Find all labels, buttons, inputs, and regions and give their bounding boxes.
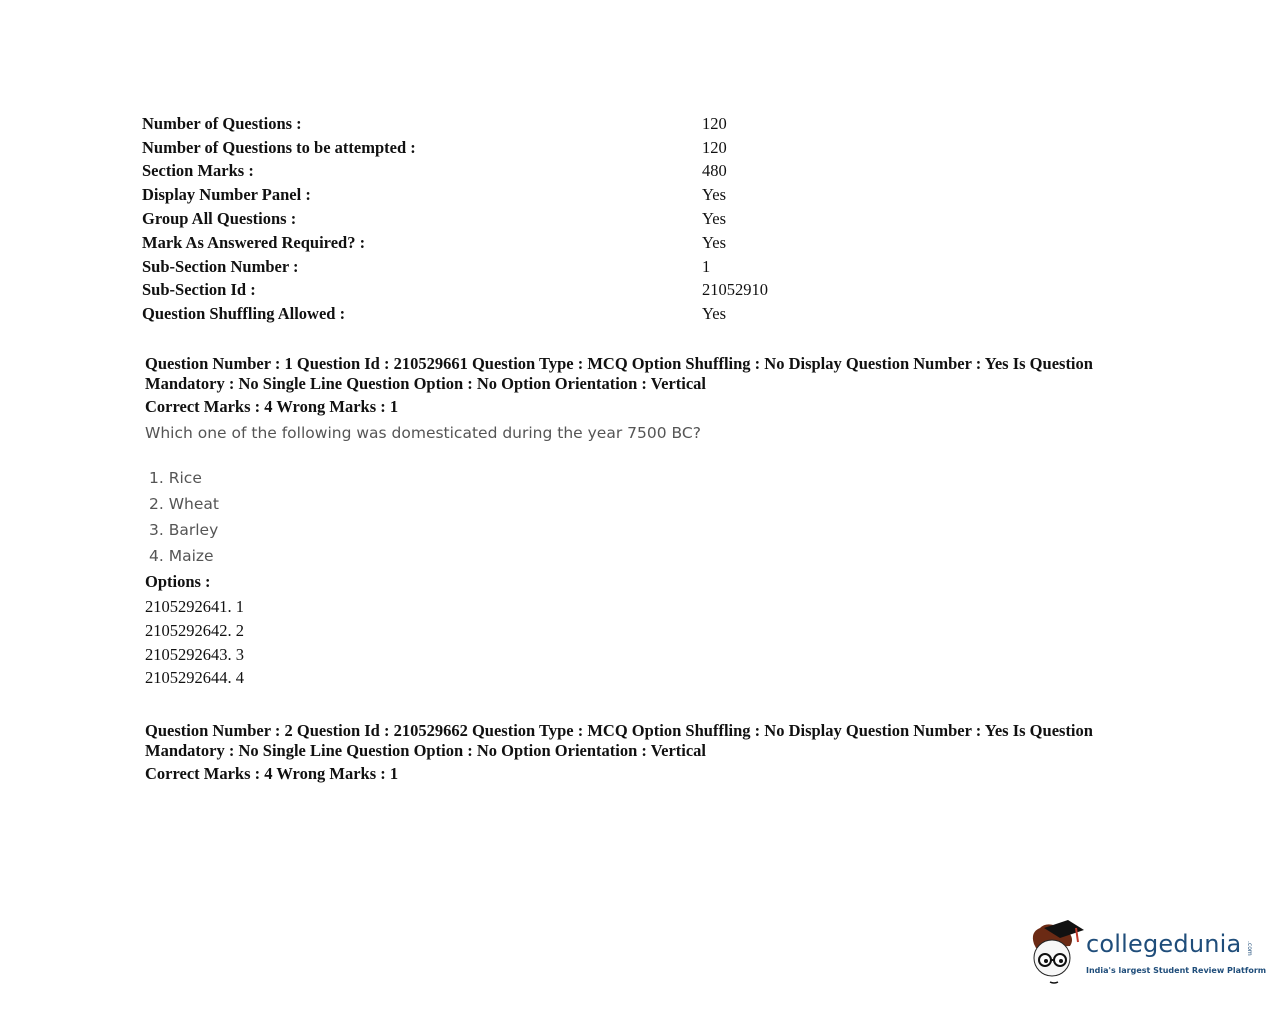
option-item: 2105292643. 3	[145, 644, 244, 664]
question-1-block	[145, 354, 1155, 690]
option-item: 2105292642. 2	[145, 620, 244, 640]
question-header: Question Number : 1 Question Id : 210529661 Question Type : MCQ Option Shuffling : No Display Question Number : Yes Is Question Mandatory : No Single Line Question Option : No Option Orientation : Vertical	[145, 354, 1093, 393]
question-marks: Correct Marks : 4 Wrong Marks : 1	[145, 397, 399, 416]
section-meta-table	[142, 112, 768, 326]
choice-item: 2. Wheat	[149, 495, 219, 513]
logo-wordmark: collegedunia	[1086, 930, 1242, 958]
meta-value: 480	[702, 161, 727, 181]
meta-row	[142, 112, 768, 136]
question-choices	[145, 465, 1155, 569]
choice-item: 1. Rice	[149, 469, 202, 487]
meta-row	[142, 207, 768, 231]
meta-row	[142, 302, 768, 326]
meta-row	[142, 255, 768, 279]
meta-row	[142, 279, 768, 303]
meta-row	[142, 160, 768, 184]
meta-label: Section Marks :	[142, 161, 254, 181]
options-label: Options :	[145, 572, 211, 591]
collegedunia-logo	[1024, 918, 1267, 988]
meta-row	[142, 183, 768, 207]
meta-value: Yes	[702, 209, 727, 229]
meta-value: 21052910	[702, 280, 768, 300]
meta-label: Number of Questions :	[142, 113, 302, 133]
meta-label: Mark As Answered Required? :	[142, 232, 366, 252]
option-item: 2105292644. 4	[145, 668, 244, 688]
option-item: 2105292641. 1	[145, 597, 244, 616]
meta-label: Group All Questions :	[142, 209, 297, 229]
mascot-icon	[1024, 918, 1086, 986]
meta-row	[142, 136, 768, 160]
meta-label: Number of Questions to be attempted :	[142, 137, 416, 157]
meta-value: 120	[702, 137, 727, 157]
meta-label: Sub-Section Number :	[142, 256, 299, 276]
logo-suffix: .com	[1246, 941, 1253, 956]
question-marks: Correct Marks : 4 Wrong Marks : 1	[145, 764, 399, 783]
meta-value: Yes	[702, 232, 727, 252]
question-text: Which one of the following was domesticated during the year 7500 BC?	[145, 424, 701, 442]
meta-value: 120	[702, 113, 727, 133]
meta-value: Yes	[702, 304, 727, 324]
meta-label: Sub-Section Id :	[142, 280, 256, 300]
meta-label: Display Number Panel :	[142, 185, 311, 205]
logo-tagline: India's largest Student Review Platform	[1086, 966, 1267, 975]
choice-item: 3. Barley	[149, 521, 219, 539]
question-2-block	[145, 721, 1155, 784]
question-header: Question Number : 2 Question Id : 210529662 Question Type : MCQ Option Shuffling : No Display Question Number : Yes Is Question Mandatory : No Single Line Question Option : No Option Orientation : Vertical	[145, 721, 1093, 760]
meta-value: 1	[702, 256, 711, 276]
choice-item: 4. Maize	[149, 547, 214, 565]
meta-label: Question Shuffling Allowed :	[142, 304, 346, 324]
meta-value: Yes	[702, 185, 727, 205]
meta-row	[142, 231, 768, 255]
